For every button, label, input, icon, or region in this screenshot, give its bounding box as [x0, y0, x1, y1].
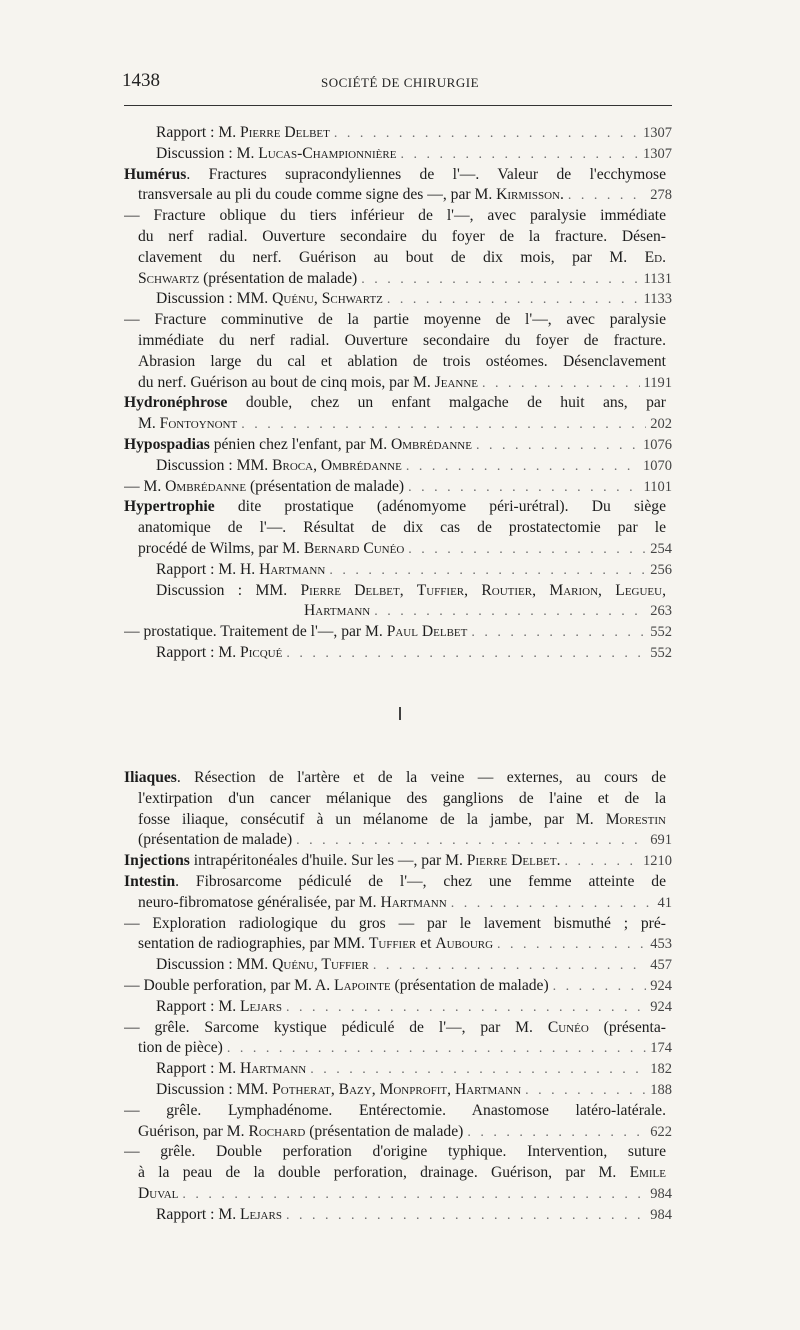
leader-dots	[482, 374, 640, 394]
index-entry-line	[124, 269, 672, 290]
entry-fragment: . Résection de l'artère et de la veine — externes, au cours de	[176, 769, 666, 786]
page-ref: 174	[650, 1040, 672, 1057]
index-entry-line	[124, 144, 672, 165]
page-ref: 924	[650, 998, 672, 1015]
leader-dots	[373, 956, 646, 976]
page-ref: 1307	[643, 125, 672, 141]
index-entry-line	[124, 581, 672, 602]
page-ref: 1131	[643, 270, 672, 287]
index-entry-line	[124, 914, 672, 935]
index-entry-line	[124, 955, 672, 976]
index-entry-line	[124, 352, 672, 373]
entry-fragment: — grêle. Sarcome kystique pédiculé de l'—, par M.	[124, 1018, 548, 1036]
leader-dots	[471, 623, 646, 643]
entry-fragment: Abrasion large du cal et ablation de trois ostéomes. Désenclavement	[138, 352, 666, 370]
leader-dots	[227, 1039, 646, 1059]
index-entry-line	[124, 1163, 672, 1184]
leader-dots	[182, 1185, 646, 1205]
running-head: SOCIÉTÉ DE CHIRURGIE	[320, 75, 480, 90]
index-entry-line	[124, 331, 672, 352]
entry-text	[124, 166, 666, 183]
entry-fragment: fosse iliaque, consécutif à un mélanome de la jambe, par M.	[138, 810, 606, 828]
entry-fragment: (présentation de malade)	[246, 477, 405, 495]
entry-text	[138, 830, 292, 851]
entry-heading: Hydronéphrose	[124, 394, 228, 412]
page-number: 1438	[122, 70, 160, 91]
entry-fragment: Rapport : M.	[156, 997, 241, 1015]
leader-dots	[408, 478, 639, 498]
page-ref: 263	[650, 603, 672, 620]
index-entry-line	[124, 289, 672, 310]
index-entry-line	[124, 934, 672, 955]
index-entry-line	[124, 248, 672, 269]
entry-fragment: — Exploration radiologique du gros — par le lavement bismuthé ; pré-	[124, 914, 666, 932]
author-name: Cunéo	[547, 1018, 589, 1036]
entry-text	[138, 185, 564, 206]
entry-heading: Hypospadias	[124, 435, 210, 453]
entry-fragment: l'extirpation d'un cancer mélanique des ganglions de l'aine et de la	[138, 789, 666, 807]
entry-fragment: du nerf radial. Ouverture secondaire du foyer de la fracture. Désen-	[138, 227, 666, 245]
entry-text	[156, 560, 325, 581]
page-ref: 552	[650, 624, 672, 641]
entry-text	[138, 373, 478, 394]
entry-text	[138, 539, 404, 560]
entry-text	[138, 1164, 666, 1181]
author-name: Aubourg	[435, 935, 494, 953]
author-name: Lucas-Championnière	[258, 144, 397, 162]
author-name: Rochard	[248, 1122, 306, 1140]
entry-text	[156, 1205, 282, 1226]
index-entry-line	[124, 1101, 672, 1122]
author-name: Lejars	[240, 997, 282, 1015]
entry-fragment: — grêle. Double perforation d'origine typhique. Intervention, suture	[124, 1143, 666, 1161]
page-ref: 278	[650, 187, 672, 204]
entry-text	[124, 498, 666, 515]
page-ref: 924	[650, 977, 672, 994]
author-name: Quénu, Schwartz	[272, 290, 383, 308]
index-block-h	[124, 123, 672, 664]
author-name: Lapointe	[334, 976, 391, 994]
author-name: Potherat, Bazy, Monprofit, Hartmann	[272, 1080, 522, 1098]
author-name: Pierre Delbet, Tuffier, Routier, Marion, Legueu,	[300, 581, 666, 599]
page-ref: 984	[650, 1185, 672, 1202]
entry-fragment: anatomique de l'—. Résultat de dix cas de prostatectomie par le	[138, 519, 666, 537]
entry-text	[156, 955, 369, 976]
entry-text	[124, 477, 404, 498]
leader-dots	[296, 831, 646, 851]
entry-fragment: (présentation de malade)	[199, 269, 358, 287]
entry-fragment: (présentation de malade)	[305, 1122, 464, 1140]
page-ref: 256	[650, 561, 672, 578]
entry-text	[124, 207, 666, 224]
entry-fragment: Rapport : M.	[156, 124, 241, 141]
page-ref: 984	[650, 1206, 672, 1223]
page-ref: 254	[650, 540, 672, 557]
author-name: Kirmisson	[496, 186, 560, 204]
entry-text	[124, 976, 549, 997]
author-name: Hartmann	[259, 560, 326, 578]
index-entry-line	[124, 893, 672, 914]
entry-text	[124, 1019, 666, 1036]
entry-fragment: . Fibrosarcome pédiculé de l'—, chez une femme atteinte de	[175, 872, 666, 890]
page-ref: 1191	[643, 374, 672, 391]
entry-fragment: Guérison, par M.	[138, 1122, 249, 1140]
entry-fragment: Rapport : M.	[156, 1060, 241, 1078]
index-entry-line	[124, 206, 672, 227]
page-ref: 1210	[643, 853, 672, 870]
entry-text	[138, 934, 493, 955]
entry-fragment: transversale au pli du coude comme signe des —, par M.	[138, 186, 497, 204]
entry-text	[124, 394, 666, 411]
page-ref: 182	[650, 1061, 672, 1078]
entry-fragment: sentation de radiographies, par MM.	[138, 935, 369, 953]
page-ref: 1307	[643, 145, 672, 162]
entry-text	[124, 311, 666, 328]
leader-dots	[568, 186, 646, 206]
entry-text	[138, 332, 666, 349]
entry-fragment: Discussion : MM.	[156, 581, 301, 599]
entry-heading: Intestin	[124, 872, 176, 890]
index-entry-line	[124, 1059, 672, 1080]
author-name: Bernard Cunéo	[303, 539, 405, 557]
author-name: Fontoynont	[159, 415, 238, 433]
author-name: Picqué	[240, 643, 283, 661]
leader-dots	[361, 270, 639, 290]
index-entry-line	[124, 560, 672, 581]
index-entry-line	[124, 1080, 672, 1101]
entry-fragment: M.	[138, 415, 160, 433]
index-entry-line	[124, 622, 672, 643]
entry-fragment: — prostatique. Traitement de l'—, par M.	[124, 623, 387, 641]
entry-fragment: dite prostatique (adénomyome péri-urétral). Du siège	[214, 498, 666, 516]
entry-text	[124, 769, 666, 786]
page-ref: 1133	[643, 291, 672, 308]
index-block-i	[124, 768, 672, 1226]
entry-text	[156, 289, 383, 310]
index-entry-line	[124, 1205, 672, 1226]
entry-fragment: .	[556, 852, 561, 870]
entry-fragment: (présentation de malade)	[138, 831, 293, 849]
index-entry-line	[124, 497, 672, 518]
entry-text	[138, 893, 447, 914]
entry-fragment: Rapport : M. H.	[156, 560, 260, 578]
leader-dots	[387, 290, 640, 310]
author-name: Hartmann	[304, 602, 371, 620]
index-entry-line	[124, 227, 672, 248]
leader-dots	[334, 124, 639, 144]
index-entry-line	[124, 1018, 672, 1039]
entry-fragment: Discussion : MM.	[156, 456, 273, 474]
index-entry-line	[124, 789, 672, 810]
index-entry-line	[124, 1142, 672, 1163]
leader-dots	[497, 935, 646, 955]
entry-fragment: Rapport : M.	[156, 1205, 241, 1223]
leader-dots	[565, 852, 639, 872]
leader-dots	[310, 1060, 646, 1080]
leader-dots	[476, 436, 639, 456]
leader-dots	[525, 1081, 646, 1101]
index-entry-line	[124, 851, 672, 872]
index-entry-line	[124, 310, 672, 331]
author-name: Emile	[629, 1164, 666, 1182]
index-entry-line	[124, 456, 672, 477]
page-ref: 453	[650, 936, 672, 953]
leader-dots	[408, 540, 646, 560]
index-entry-line	[124, 539, 672, 560]
entry-fragment: intrapéritonéales d'huile. Sur les —, par M.	[189, 852, 467, 870]
entry-text	[138, 1184, 178, 1205]
entry-fragment: neuro-fibromatose généralisée, par M.	[138, 893, 381, 911]
leader-dots	[286, 998, 646, 1018]
index-entry-line	[124, 123, 672, 144]
leader-dots	[467, 1123, 646, 1143]
leader-dots	[451, 894, 654, 914]
index-entry-line	[124, 165, 672, 186]
author-name: Duval	[138, 1184, 179, 1202]
author-name: Morestin	[605, 810, 666, 828]
author-name: Tuffier	[368, 935, 417, 953]
header-rule	[124, 105, 672, 106]
author-name: Pierre Delbet	[240, 124, 330, 141]
entry-fragment: (présenta-	[588, 1018, 666, 1036]
page-ref: 457	[650, 957, 672, 974]
leader-dots	[553, 977, 647, 997]
entry-fragment: Discussion : MM.	[156, 956, 273, 974]
page-ref: 41	[657, 894, 672, 911]
author-name: Ombrédanne	[165, 477, 247, 495]
index-entry-line	[124, 768, 672, 789]
entry-fragment: Rapport : M.	[156, 643, 241, 661]
entry-fragment: .	[559, 186, 564, 204]
entry-text	[124, 851, 561, 872]
entry-text	[156, 456, 402, 477]
page-ref: 1070	[643, 457, 672, 474]
entry-text	[156, 582, 666, 599]
index-entry-line	[124, 643, 672, 664]
index-entry-line	[124, 830, 672, 851]
leader-dots	[286, 644, 646, 664]
entry-text	[138, 811, 666, 828]
index-entry-line	[124, 518, 672, 539]
entry-fragment: — Fracture oblique du tiers inférieur de l'—, avec paralysie immédiate	[124, 207, 666, 225]
entry-text	[156, 123, 330, 144]
entry-fragment: Discussion : MM.	[156, 290, 273, 308]
entry-heading: Humérus	[124, 165, 187, 183]
entry-text	[124, 1102, 666, 1119]
entry-fragment: — grêle. Lymphadénome. Entérectomie. Anastomose latéro-latérale.	[124, 1101, 666, 1119]
index-entry-line	[124, 393, 672, 414]
page-ref: 1076	[643, 436, 672, 453]
entry-fragment: — Fracture comminutive de la partie moyenne de l'—, avec paralysie	[124, 311, 666, 329]
entry-fragment: du nerf. Guérison au bout de cinq mois, par M.	[138, 373, 435, 391]
entry-text	[156, 1080, 521, 1101]
entry-text	[124, 622, 467, 643]
author-name: Schwartz	[138, 269, 200, 287]
entry-fragment: double, chez un enfant malgache de huit ans, par	[227, 394, 666, 412]
entry-text	[304, 601, 370, 622]
entry-text	[124, 1143, 666, 1160]
entry-fragment: pénien chez l'enfant, par M.	[209, 435, 392, 453]
leader-dots	[406, 457, 639, 477]
author-name: Ed.	[644, 248, 666, 266]
entry-text	[138, 519, 666, 536]
entry-text	[124, 915, 666, 932]
entry-text	[156, 1059, 306, 1080]
entry-text	[124, 435, 472, 456]
author-name: Broca, Ombrédanne	[272, 456, 402, 474]
index-entry-line	[124, 1038, 672, 1059]
entry-text	[138, 228, 666, 245]
entry-fragment: — M.	[124, 477, 166, 495]
entry-heading: Injections	[124, 852, 190, 870]
author-name: Hartmann	[240, 1060, 307, 1078]
entry-text	[156, 997, 282, 1018]
index-entry-line	[124, 1122, 672, 1143]
entry-text	[156, 144, 396, 165]
index-entry-line	[124, 601, 672, 622]
page-ref: 622	[650, 1123, 672, 1140]
index-entry-line	[124, 414, 672, 435]
author-name: Quénu, Tuffier	[272, 956, 369, 974]
entry-text	[138, 249, 666, 266]
leader-dots	[374, 602, 646, 622]
author-name: Pierre Delbet	[466, 852, 557, 870]
index-entry-line	[124, 477, 672, 498]
entry-heading: Hypertrophie	[124, 498, 215, 516]
index-entry-line	[124, 1184, 672, 1205]
author-name: Ombrédanne	[391, 435, 472, 453]
author-name: Hartmann	[380, 893, 447, 911]
entry-text	[138, 1038, 223, 1059]
page-ref: 202	[650, 416, 672, 433]
entry-fragment: Discussion : MM.	[156, 1080, 273, 1098]
entry-fragment: (présentation de malade)	[390, 976, 549, 994]
entry-text	[138, 353, 666, 370]
entry-fragment: à la peau de la double perforation, drainage. Guérison, par M.	[138, 1164, 630, 1182]
entry-fragment: clavement du nerf. Guérison au bout de dix mois, par M.	[138, 248, 645, 266]
page-ref: 1101	[643, 478, 672, 495]
page-ref: 552	[650, 644, 672, 661]
entry-fragment: procédé de Wilms, par M.	[138, 539, 304, 557]
entry-text	[138, 790, 666, 807]
leader-dots	[286, 1206, 646, 1226]
index-entry-line	[124, 997, 672, 1018]
page-ref: 691	[650, 832, 672, 849]
leader-dots	[329, 561, 646, 581]
page-ref: 188	[650, 1081, 672, 1098]
entry-fragment: et	[416, 935, 436, 953]
entry-text	[156, 643, 282, 664]
entry-fragment: tion de pièce)	[138, 1039, 223, 1057]
author-name: Lejars	[240, 1205, 282, 1223]
entry-fragment: immédiate du nerf radial. Ouverture secondaire du foyer de fracture.	[138, 331, 666, 349]
entry-fragment: — Double perforation, par M. A.	[124, 976, 335, 994]
author-name: Paul Delbet	[386, 623, 468, 641]
entry-text	[138, 414, 237, 435]
leader-dots	[400, 145, 639, 165]
entry-text	[138, 1122, 463, 1143]
author-name: Jeanne	[434, 373, 478, 391]
section-letter: I	[397, 704, 403, 724]
entry-text	[138, 269, 357, 290]
index-entry-line	[124, 810, 672, 831]
index-entry-line	[124, 185, 672, 206]
index-entry-line	[124, 872, 672, 893]
index-entry-line	[124, 435, 672, 456]
entry-text	[124, 873, 666, 890]
entry-heading: Iliaques	[124, 769, 177, 786]
entry-fragment: Discussion : M.	[156, 144, 259, 162]
index-entry-line	[124, 976, 672, 997]
index-entry-line	[124, 373, 672, 394]
entry-fragment: . Fractures supracondyliennes de l'—. Valeur de l'ecchymose	[186, 165, 666, 183]
leader-dots	[241, 415, 646, 435]
